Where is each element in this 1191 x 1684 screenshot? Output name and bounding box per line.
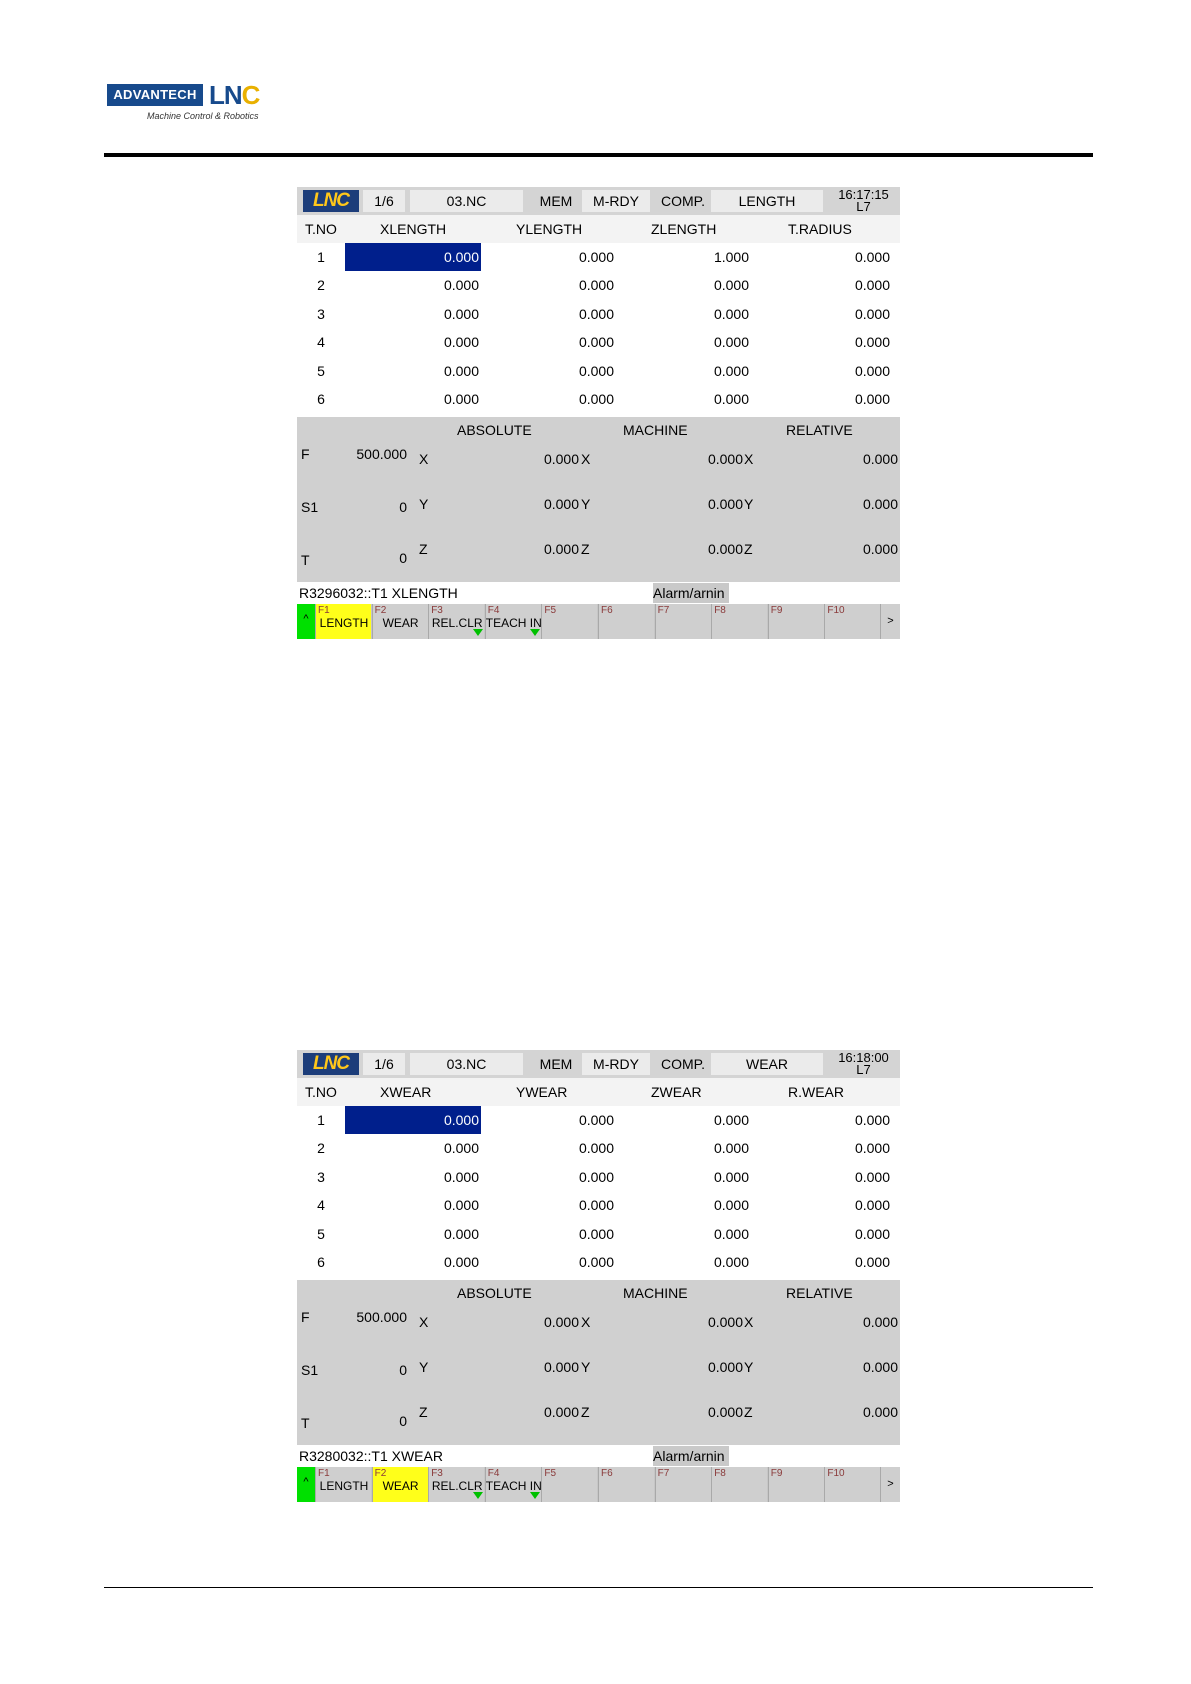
offset-value-cell[interactable]: 0.000 xyxy=(713,305,749,322)
tool-number-cell: 4 xyxy=(317,1197,325,1214)
fkey-number: F3 xyxy=(431,605,443,616)
message-text: R3280032::T1 XWEAR xyxy=(299,1448,443,1464)
tool-number-cell: 1 xyxy=(317,1112,325,1128)
fkey-f8-button[interactable] xyxy=(711,1467,767,1502)
page-indicator: 1/6 xyxy=(363,190,405,212)
offset-value-cell[interactable]: 0.000 xyxy=(443,391,479,407)
header-divider xyxy=(104,153,1093,157)
table-row xyxy=(297,1191,900,1219)
feed-value: 500.000 xyxy=(356,446,407,462)
fkey-f4-button[interactable] xyxy=(485,604,541,639)
axis-label: Z xyxy=(581,541,590,557)
fkey-f6-button[interactable] xyxy=(598,604,654,639)
cnc-screen-wear xyxy=(297,1050,900,1502)
table-row xyxy=(297,271,900,299)
message-bar xyxy=(297,1445,900,1467)
fkey-number: F2 xyxy=(374,1468,387,1479)
offset-value-cell[interactable]: 0.000 xyxy=(854,249,890,265)
fkey-number: F6 xyxy=(601,1468,613,1479)
offset-value-cell[interactable]: 0.000 xyxy=(443,1225,479,1242)
fkey-number: F9 xyxy=(770,1468,783,1479)
fkey-label: TEACH IN xyxy=(485,616,542,630)
machine-state: M-RDY xyxy=(582,1053,650,1075)
up-key-button[interactable]: ^ xyxy=(297,604,315,639)
position-header: RELATIVE xyxy=(786,422,853,438)
offset-value-cell[interactable]: 0.000 xyxy=(713,1168,749,1185)
column-header: T.NO xyxy=(305,1084,337,1100)
fkey-f6-button[interactable] xyxy=(598,1467,654,1502)
position-panel xyxy=(297,417,900,582)
tool-number-cell: 3 xyxy=(317,305,325,322)
position-header: ABSOLUTE xyxy=(457,1285,532,1301)
column-header: T.RADIUS xyxy=(788,221,852,237)
relative-position-value: 0.000 xyxy=(862,496,898,512)
fkey-label: LENGTH xyxy=(319,616,369,630)
offset-value-cell[interactable]: 0.000 xyxy=(578,1197,614,1214)
table-row xyxy=(297,243,900,271)
mode-indicator: MEM xyxy=(534,1053,578,1075)
tool-number-cell: 5 xyxy=(317,1225,325,1242)
offset-value-cell[interactable]: 0.000 xyxy=(713,1140,749,1157)
tool-number-cell: 6 xyxy=(317,391,325,407)
submenu-arrow-icon xyxy=(473,629,483,636)
fkey-number: F4 xyxy=(487,1468,500,1479)
table-row xyxy=(297,1163,900,1191)
machine-position-value: 0.000 xyxy=(707,1314,743,1330)
tool-number-cell: 2 xyxy=(317,277,325,294)
message-text: R3296032::T1 XLENGTH xyxy=(299,585,458,601)
axis-label: Y xyxy=(581,1359,591,1375)
section-label: COMP. xyxy=(659,190,707,212)
program-file: 03.NC xyxy=(410,190,523,212)
axis-label: X xyxy=(419,1314,429,1330)
offset-value-cell[interactable]: 0.000 xyxy=(854,277,890,294)
column-header: XWEAR xyxy=(380,1084,432,1100)
table-row xyxy=(297,1248,900,1276)
mode-indicator: MEM xyxy=(534,190,578,212)
axis-label: Y xyxy=(581,496,591,512)
tool-label: T xyxy=(301,552,310,568)
fkey-number: F4 xyxy=(487,605,500,616)
fkey-number: F1 xyxy=(318,1468,330,1479)
table-row xyxy=(297,1134,900,1162)
fkey-number: F6 xyxy=(601,605,613,616)
fkey-label: TEACH IN xyxy=(485,1479,542,1493)
table-row xyxy=(297,385,900,413)
fkey-f9-button[interactable] xyxy=(768,604,824,639)
cnc-screen-length xyxy=(297,187,900,639)
offset-value-cell[interactable]: 0.000 xyxy=(578,305,614,322)
fkey-number: F7 xyxy=(657,1468,670,1479)
absolute-position-value: 0.000 xyxy=(543,1359,579,1375)
machine-position-value: 0.000 xyxy=(707,451,743,467)
column-header: R.WEAR xyxy=(788,1084,844,1100)
fkey-number: F10 xyxy=(827,1468,845,1479)
position-header: ABSOLUTE xyxy=(457,422,532,438)
fkey-f10-button[interactable] xyxy=(824,604,880,639)
feed-label: F xyxy=(301,1309,310,1325)
relative-position-value: 0.000 xyxy=(862,1359,898,1375)
axis-label: Z xyxy=(744,1404,753,1420)
tool-number-cell: 2 xyxy=(317,1140,325,1157)
position-header: MACHINE xyxy=(623,1285,688,1301)
fkey-f8-button[interactable] xyxy=(711,604,767,639)
axis-label: Y xyxy=(744,496,754,512)
access-level: L7 xyxy=(856,1062,871,1077)
offset-value-cell[interactable]: 0.000 xyxy=(854,391,890,407)
column-header: XLENGTH xyxy=(380,221,447,237)
fkey-number: F7 xyxy=(657,605,670,616)
table-row xyxy=(297,357,900,385)
feed-label: F xyxy=(301,446,310,462)
fkey-number: F3 xyxy=(431,1468,443,1479)
fkey-f7-button[interactable] xyxy=(655,1467,711,1502)
table-header xyxy=(297,215,900,243)
fkey-label: REL.CLR xyxy=(431,616,483,630)
fkey-label: LENGTH xyxy=(319,1479,369,1493)
column-header: T.NO xyxy=(305,221,337,237)
offset-value-cell[interactable]: 1.000 xyxy=(713,249,749,265)
tool-offset-table xyxy=(297,215,900,443)
function-key-bar xyxy=(297,604,900,639)
fkey-number: F9 xyxy=(770,605,783,616)
fkey-number: F8 xyxy=(714,605,726,616)
offset-value-cell[interactable]: 0.000 xyxy=(578,1112,614,1128)
tool-offset-table xyxy=(297,1078,900,1306)
fkey-f10-button[interactable] xyxy=(824,1467,880,1502)
fkey-f7-button[interactable] xyxy=(655,604,711,639)
machine-position-value: 0.000 xyxy=(707,1404,743,1420)
status-bar xyxy=(297,1050,900,1078)
column-header: YLENGTH xyxy=(516,221,583,237)
table-row xyxy=(297,328,900,356)
tool-number-cell: 6 xyxy=(317,1254,325,1270)
machine-position-value: 0.000 xyxy=(707,1359,743,1375)
axis-label: Z xyxy=(744,541,753,557)
position-header: RELATIVE xyxy=(786,1285,853,1301)
clock xyxy=(827,187,900,215)
axis-label: X xyxy=(744,451,754,467)
offset-value-cell[interactable]: 0.000 xyxy=(443,1197,479,1214)
offset-value-cell[interactable]: 0.000 xyxy=(443,305,479,322)
axis-label: X xyxy=(581,451,591,467)
fkey-f5-button[interactable] xyxy=(541,1467,597,1502)
offset-value-cell[interactable]: 0.000 xyxy=(713,1254,749,1270)
tool-number-cell: 3 xyxy=(317,1168,325,1185)
alarm-button[interactable]: Alarm/arnin xyxy=(653,583,729,603)
fkey-f3-button[interactable] xyxy=(428,604,484,639)
footer-divider xyxy=(104,1587,1093,1588)
offset-value-cell[interactable]: 0.000 xyxy=(854,334,890,351)
axis-label: Z xyxy=(419,1404,428,1420)
axis-label: X xyxy=(744,1314,754,1330)
message-bar xyxy=(297,582,900,604)
offset-value-cell[interactable]: 0.000 xyxy=(713,1197,749,1214)
more-keys-button[interactable]: > xyxy=(880,604,900,639)
submenu-arrow-icon xyxy=(530,629,540,636)
axis-label: Y xyxy=(419,1359,429,1375)
fkey-f3-button[interactable] xyxy=(428,1467,484,1502)
offset-value-cell[interactable]: 0.000 xyxy=(578,334,614,351)
fkey-f4-button[interactable] xyxy=(485,1467,541,1502)
offset-value-cell[interactable]: 0.000 xyxy=(713,277,749,294)
subpage-label: LENGTH xyxy=(711,190,823,212)
offset-value-cell[interactable]: 0.000 xyxy=(443,1140,479,1157)
tool-number-cell: 1 xyxy=(317,249,325,265)
spindle-label: S1 xyxy=(301,1362,319,1378)
fkey-number: F1 xyxy=(318,605,330,616)
machine-state: M-RDY xyxy=(582,190,650,212)
offset-value-cell[interactable]: 0.000 xyxy=(578,1140,614,1157)
more-keys-button[interactable]: > xyxy=(880,1467,900,1502)
offset-value-cell[interactable]: 0.000 xyxy=(443,277,479,294)
advantech-logo-text: ADVANTECH xyxy=(107,84,203,106)
fkey-number: F2 xyxy=(374,605,387,616)
absolute-position-value: 0.000 xyxy=(543,1314,579,1330)
fkey-f2-button[interactable] xyxy=(372,604,428,639)
clock xyxy=(827,1050,900,1078)
axis-label: X xyxy=(581,1314,591,1330)
page-indicator: 1/6 xyxy=(363,1053,405,1075)
offset-value-cell[interactable]: 0.000 xyxy=(345,1106,481,1134)
fkey-number: F5 xyxy=(544,1468,557,1479)
offset-value-cell[interactable]: 0.000 xyxy=(443,1168,479,1185)
fkey-f2-button[interactable] xyxy=(372,1467,428,1502)
offset-value-cell[interactable]: 0.000 xyxy=(713,391,749,407)
subpage-label: WEAR xyxy=(711,1053,823,1075)
fkey-number: F10 xyxy=(827,605,845,616)
access-level: L7 xyxy=(856,199,871,214)
lnc-logo-text: LNC xyxy=(209,80,260,110)
spindle-value: 0 xyxy=(399,1362,407,1378)
table-row xyxy=(297,1106,900,1134)
axis-label: Z xyxy=(581,1404,590,1420)
relative-position-value: 0.000 xyxy=(862,451,898,467)
submenu-arrow-icon xyxy=(530,1492,540,1499)
feed-value: 500.000 xyxy=(356,1309,407,1325)
column-header: ZWEAR xyxy=(651,1084,702,1100)
offset-value-cell[interactable]: 0.000 xyxy=(578,362,614,379)
fkey-label: WEAR xyxy=(382,1479,419,1493)
tool-number-cell: 5 xyxy=(317,362,325,379)
clock-time: 16:17:15 xyxy=(838,187,889,202)
absolute-position-value: 0.000 xyxy=(543,496,579,512)
tool-value: 0 xyxy=(399,550,407,566)
offset-value-cell[interactable]: 0.000 xyxy=(713,1225,749,1242)
offset-value-cell[interactable]: 0.000 xyxy=(854,1140,890,1157)
table-row xyxy=(297,1220,900,1248)
fkey-f1-button[interactable] xyxy=(315,604,371,639)
alarm-button[interactable]: Alarm/arnin xyxy=(653,1446,729,1466)
offset-value-cell[interactable]: 0.000 xyxy=(854,305,890,322)
offset-value-cell[interactable]: 0.000 xyxy=(854,1168,890,1185)
offset-value-cell[interactable]: 0.000 xyxy=(345,243,481,271)
fkey-f9-button[interactable] xyxy=(768,1467,824,1502)
offset-value-cell[interactable]: 0.000 xyxy=(578,1168,614,1185)
offset-value-cell[interactable]: 0.000 xyxy=(713,362,749,379)
offset-value-cell[interactable]: 0.000 xyxy=(854,1197,890,1214)
offset-value-cell[interactable]: 0.000 xyxy=(578,1225,614,1242)
offset-value-cell[interactable]: 0.000 xyxy=(854,1112,890,1128)
column-header: YWEAR xyxy=(516,1084,568,1100)
offset-value-cell[interactable]: 0.000 xyxy=(713,334,749,351)
position-panel xyxy=(297,1280,900,1445)
offset-value-cell[interactable]: 0.000 xyxy=(854,362,890,379)
fkey-f5-button[interactable] xyxy=(541,604,597,639)
tool-label: T xyxy=(301,1415,310,1431)
table-header xyxy=(297,1078,900,1106)
fkey-number: F5 xyxy=(544,605,557,616)
offset-value-cell[interactable]: 0.000 xyxy=(854,1254,890,1270)
section-label: COMP. xyxy=(659,1053,707,1075)
position-header: MACHINE xyxy=(623,422,688,438)
machine-position-value: 0.000 xyxy=(707,496,743,512)
offset-value-cell[interactable]: 0.000 xyxy=(578,277,614,294)
offset-value-cell[interactable]: 0.000 xyxy=(713,1112,749,1128)
spindle-value: 0 xyxy=(399,499,407,515)
status-bar xyxy=(297,187,900,215)
tool-number-cell: 4 xyxy=(317,334,325,351)
axis-label: Y xyxy=(419,496,429,512)
offset-value-cell[interactable]: 0.000 xyxy=(578,249,614,265)
tool-value: 0 xyxy=(399,1413,407,1429)
up-key-button[interactable]: ^ xyxy=(297,1467,315,1502)
axis-label: Y xyxy=(744,1359,754,1375)
table-row xyxy=(297,300,900,328)
lnc-logo: LNC xyxy=(303,1053,359,1075)
offset-value-cell[interactable]: 0.000 xyxy=(443,1254,479,1270)
absolute-position-value: 0.000 xyxy=(543,1404,579,1420)
relative-position-value: 0.000 xyxy=(862,1314,898,1330)
spindle-label: S1 xyxy=(301,499,319,515)
function-key-bar xyxy=(297,1467,900,1502)
program-file: 03.NC xyxy=(410,1053,523,1075)
lnc-logo: LNC xyxy=(303,190,359,212)
offset-value-cell[interactable]: 0.000 xyxy=(578,1254,614,1270)
offset-value-cell[interactable]: 0.000 xyxy=(443,334,479,351)
absolute-position-value: 0.000 xyxy=(543,451,579,467)
clock-time: 16:18:00 xyxy=(838,1050,889,1065)
column-header: ZLENGTH xyxy=(651,221,717,237)
relative-position-value: 0.000 xyxy=(862,541,898,557)
axis-label: Z xyxy=(419,541,428,557)
offset-value-cell[interactable]: 0.000 xyxy=(443,362,479,379)
logo-tagline: Machine Control & Robotics xyxy=(147,111,259,121)
submenu-arrow-icon xyxy=(473,1492,483,1499)
axis-label: X xyxy=(419,451,429,467)
fkey-label: REL.CLR xyxy=(431,1479,483,1493)
absolute-position-value: 0.000 xyxy=(543,541,579,557)
offset-value-cell[interactable]: 0.000 xyxy=(578,391,614,407)
machine-position-value: 0.000 xyxy=(707,541,743,557)
fkey-number: F8 xyxy=(714,1468,726,1479)
fkey-f1-button[interactable] xyxy=(315,1467,371,1502)
relative-position-value: 0.000 xyxy=(862,1404,898,1420)
offset-value-cell[interactable]: 0.000 xyxy=(854,1225,890,1242)
fkey-label: WEAR xyxy=(382,616,419,630)
